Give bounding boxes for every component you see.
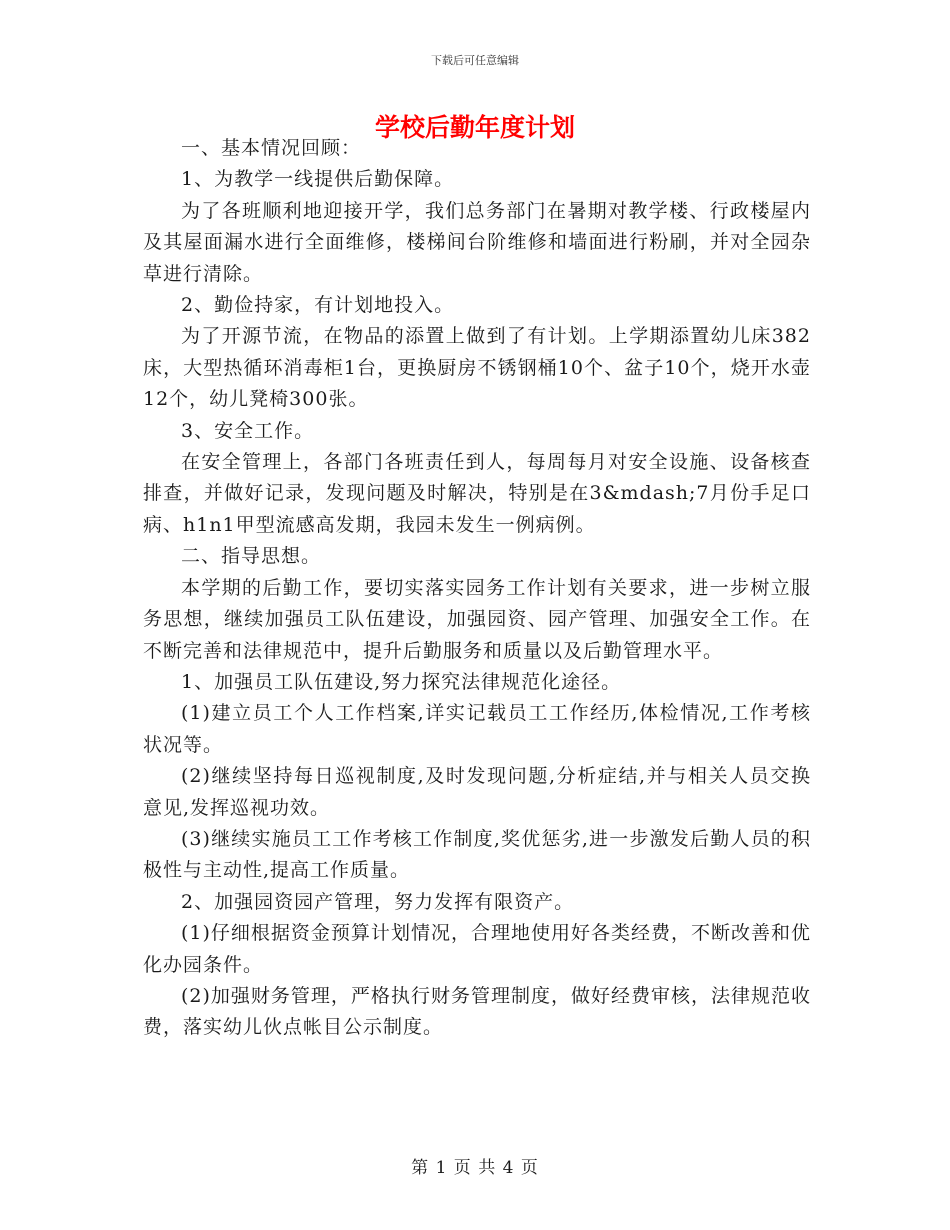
section-heading: 一、基本情况回顾： <box>181 137 362 159</box>
list-item: (1)仔细根据资金预算计划情况，合理地使用好各类经费，不断改善和优化办园条件。 <box>143 922 811 976</box>
list-item: (1)建立员工个人工作档案,详实记载员工工作经历,体检情况,工作考核状况等。 <box>143 702 811 756</box>
body-paragraph: 为了各班顺利地迎接开学，我们总务部门在暑期对教学楼、行政楼屋内及其屋面漏水进行全面维修，楼梯间台阶维修和墙面进行粉刷，并对全园杂草进行清除。 <box>143 199 811 285</box>
page-number: 第 1 页 共 4 页 <box>411 1158 539 1178</box>
body-paragraph: 在安全管理上，各部门各班责任到人，每周每月对安全设施、设备核查排查，并做好记录，发现问题及时解决，特别是在3&mdash;7月份手足口病、h1n1甲型流感高发期，我园未发生一例病例。 <box>143 451 811 536</box>
subsection-heading: 1、为教学一线提供后勤保障。 <box>181 168 455 191</box>
subsection-heading: 2、加强园资园产管理，努力发挥有限资产。 <box>181 890 575 913</box>
subsection-heading: 3、安全工作。 <box>181 419 315 442</box>
page-header-note: 下载后可任意编辑 <box>431 54 519 67</box>
body-paragraph: 本学期的后勤工作，要切实落实园务工作计划有关要求，进一步树立服务思想，继续加强员工队伍建设，加强园资、园产管理、加强安全工作。在不断完善和法律规范中，提升后勤服务和质量以及后勤管理水平。 <box>143 576 811 662</box>
list-item: (2)加强财务管理，严格执行财务管理制度，做好经费审核，法律规范收费，落实幼儿伙点帐目公示制度。 <box>143 984 811 1039</box>
section-heading: 二、指导思想。 <box>181 545 322 568</box>
list-item: (3)继续实施员工工作考核工作制度,奖优惩劣,进一步激发后勤人员的积极性与主动性,提高工作质量。 <box>143 827 811 882</box>
list-item: (2)继续坚持每日巡视制度,及时发现问题,分析症结,并与相关人员交换意见,发挥巡视功效。 <box>143 765 811 819</box>
body-paragraph: 为了开源节流，在物品的添置上做到了有计划。上学期添置幼儿床382床，大型热循环消毒柜1台，更换厨房不锈钢桶10个、盆子10个，烧开水壶12个，幼儿凳椅300张。 <box>143 325 811 411</box>
subsection-heading: 1、加强员工队伍建设,努力探究法律规范化途径。 <box>181 670 622 693</box>
document-title: 学校后勤年度计划 <box>374 113 575 142</box>
subsection-heading: 2、勤俭持家，有计划地投入。 <box>181 294 455 317</box>
document-body <box>143 133 811 1044</box>
